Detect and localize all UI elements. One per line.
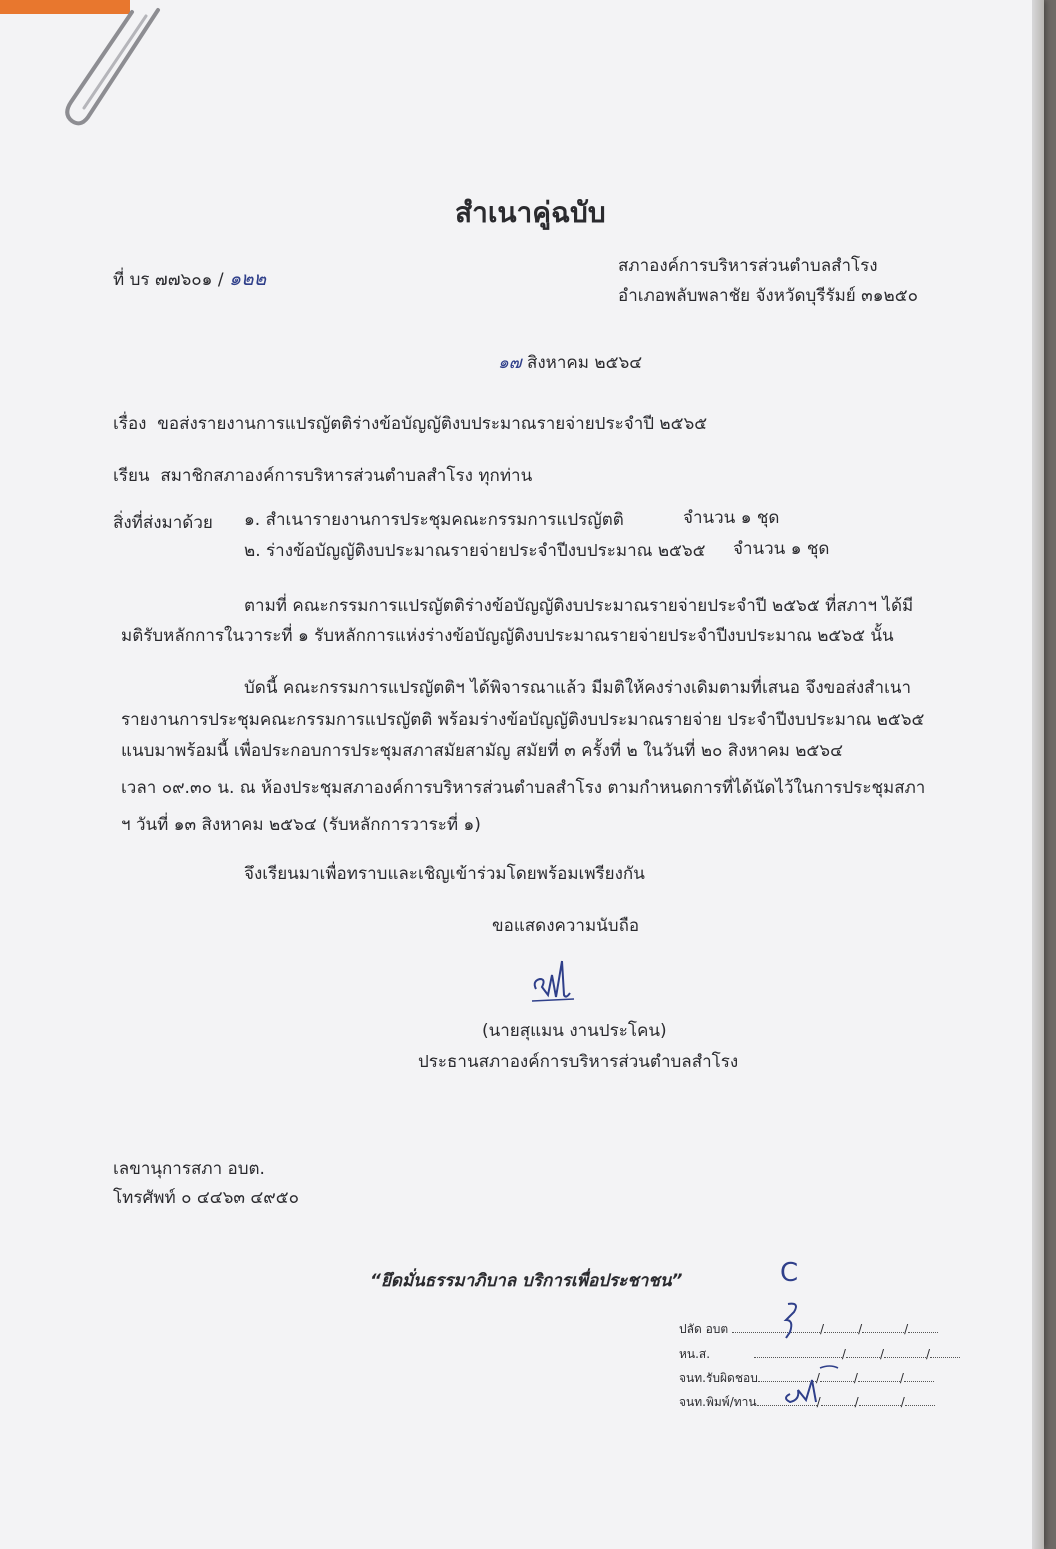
signer-title: ประธานสภาองค์การบริหารส่วนตำบลสำโรง	[418, 1052, 739, 1072]
subject-label: เรื่อง	[113, 414, 147, 434]
reference-prefix: ที่ บร ๗๗๖๐๑ /	[113, 270, 224, 290]
enclosure-qty: จำนวน ๑ ชุด	[733, 539, 830, 559]
footer-phone: โทรศัพท์ ๐ ๔๔๖๓ ๔๙๕๐	[113, 1188, 299, 1208]
handwritten-mark: C	[780, 1258, 799, 1288]
reference-number	[113, 268, 266, 291]
routing-label: จนท.รับผิดชอบ	[679, 1371, 758, 1385]
body-paragraph-1-line: ตามที่ คณะกรรมการแปรญัตติร่างข้อบัญญัติงบประมาณรายจ่ายประจำปี ๒๕๖๕ ที่สภาฯ ได้มี	[244, 596, 914, 616]
enclosure-qty: จำนวน ๑ ชุด	[683, 508, 780, 528]
paper-clip-icon	[60, 2, 170, 137]
subject-line	[113, 413, 707, 435]
routing-row: จนท.รับผิดชอบ / / /	[679, 1370, 934, 1386]
recipient-text: สมาชิกสภาองค์การบริหารส่วนตำบลสำโรง ทุกท่าน	[160, 466, 533, 486]
document-title: สำเนาคู่ฉบับ	[455, 196, 606, 229]
date-month-year: สิงหาคม ๒๕๖๔	[526, 353, 643, 373]
footer-slogan: “ยึดมั่นธรรมาภิบาล บริการเพื่อประชาชน”	[370, 1271, 683, 1291]
recipient-line	[113, 465, 532, 487]
page-edge	[1032, 0, 1044, 1549]
body-paragraph-2-line: บัดนี้ คณะกรรมการแปรญัตติฯ ได้พิจารณาแล้ว มีมติให้คงร่างเดิมตามที่เสนอ จึงขอส่งสำเนา	[244, 678, 912, 698]
recipient-label: เรียน	[113, 466, 150, 486]
date-handwritten-day: ๑๗	[498, 353, 522, 373]
signer-name: (นายสุแมน งานประโคน)	[482, 1021, 667, 1041]
signature-mark	[528, 955, 578, 1010]
enclosure-item: ๑. สำเนารายงานการประชุมคณะกรรมการแปรญัตติ	[244, 510, 624, 530]
routing-row: จนท.พิมพ์/ทาน / / /	[679, 1394, 935, 1410]
routing-label: หน.ส.	[679, 1347, 711, 1361]
org-address: อำเภอพลับพลาชัย จังหวัดบุรีรัมย์ ๓๑๒๕๐	[618, 286, 919, 306]
closing-regards: ขอแสดงความนับถือ	[492, 916, 640, 936]
body-paragraph-2-line: แนบมาพร้อมนี้ เพื่อประกอบการประชุมสภาสมัยสามัญ สมัยที่ ๓ ครั้งที่ ๒ ในวันที่ ๒๐ สิงหาคม ๒๕๖๔	[121, 741, 843, 761]
document-date	[498, 352, 642, 374]
enclosures-label: สิ่งที่ส่งมาด้วย	[113, 513, 213, 533]
footer-office: เลขานุการสภา อบต.	[113, 1159, 265, 1179]
reference-handwritten: ๑๒๒	[229, 268, 267, 290]
body-paragraph-3: จึงเรียนมาเพื่อทราบและเชิญเข้าร่วมโดยพร้อมเพรียงกัน	[244, 864, 645, 884]
body-paragraph-1-line: มติรับหลักการในวาระที่ ๑ รับหลักการแห่งร่างข้อบัญญัติงบประมาณรายจ่ายประจำปีงบประมาณ ๒๕๖๕ นั้น	[121, 626, 894, 646]
org-name: สภาองค์การบริหารส่วนตำบลสำโรง	[618, 256, 878, 276]
routing-row: ปลัด อบต / / /	[679, 1321, 938, 1337]
routing-label: ปลัด อบต	[679, 1322, 729, 1336]
routing-row: หน.ส. / / /	[679, 1346, 960, 1362]
routing-initials-mark	[760, 1298, 850, 1408]
body-paragraph-2-line: เวลา ๐๙.๓๐ น. ณ ห้องประชุมสภาองค์การบริหารส่วนตำบลสำโรง ตามกำหนดการที่ได้นัดไว้ในการประชุมสภา	[121, 778, 926, 798]
enclosure-item: ๒. ร่างข้อบัญญัติงบประมาณรายจ่ายประจำปีงบประมาณ ๒๕๖๕	[244, 541, 706, 561]
body-paragraph-2-line: รายงานการประชุมคณะกรรมการแปรญัตติ พร้อมร่างข้อบัญญัติงบประมาณรายจ่าย ประจำปีงบประมาณ ๒๕๖๕	[121, 710, 925, 730]
routing-label: จนท.พิมพ์/ทาน	[679, 1395, 757, 1409]
subject-text: ขอส่งรายงานการแปรญัตติร่างข้อบัญญัติงบประมาณรายจ่ายประจำปี ๒๕๖๕	[157, 414, 708, 434]
body-paragraph-2-line: ฯ วันที่ ๑๓ สิงหาคม ๒๕๖๔ (รับหลักการวาระที่ ๑)	[121, 815, 481, 835]
